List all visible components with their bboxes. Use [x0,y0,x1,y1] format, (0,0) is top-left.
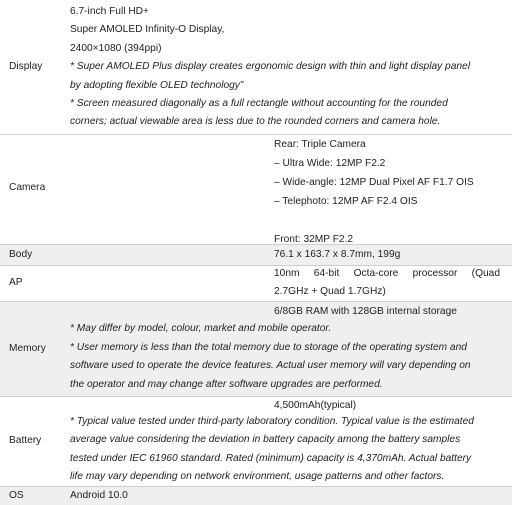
battery-note: life may vary depending on network environment, usage patterns and other factors. [70,471,445,483]
spec-value-camera [274,135,500,249]
spec-value-battery: 4,500mAh(typical) [274,400,357,411]
memory-notes [70,320,496,394]
ap-line: 2.7GHz + Quad 1.7GHz) [274,286,386,297]
spec-label-display: Display [9,61,43,72]
spec-label-os: OS [9,490,24,501]
camera-line: Rear: Triple Camera [274,139,366,150]
spec-label-ap: AP [9,277,23,288]
memory-note: * User memory is less than the total memory due to storage of the operating system and [70,341,467,353]
spec-value-display [70,3,496,132]
spec-label-battery: Battery [9,435,42,446]
spec-label-camera: Camera [9,182,46,193]
camera-line: – Wide-angle: 12MP Dual Pixel AF F1.7 OIS [274,177,474,188]
divider [0,396,512,397]
display-note: corners; actual viewable area is less due to the rounded corners and camera hole. [70,116,441,128]
display-line: 2400×1080 (394ppi) [70,42,162,54]
memory-note: software used to operate the device features. Actual user memory will vary depending on [70,360,471,372]
display-note: by adopting flexible OLED technology” [70,79,244,91]
ap-line: 10nm 64-bit Octa-core processor (Quad [274,268,500,279]
display-note: * Super AMOLED Plus display creates ergonomic design with thin and light display panel [70,61,470,73]
display-note: * Screen measured diagonally as a full rectangle without accounting for the rounded [70,98,448,110]
memory-note: the operator and may change after software upgrades are performed. [70,378,383,390]
spec-value-ap [274,265,500,301]
battery-note: * Typical value tested under third-party laboratory condition. Typical value is the estimated [70,416,474,427]
spec-value-os: Android 10.0 [70,490,128,501]
camera-line: – Ultra Wide: 12MP F2.2 [274,158,386,169]
camera-line: Front: 32MP F2.2 [274,234,354,245]
display-line: 6.7-inch Full HD+ [70,6,149,17]
spec-value-body: 76.1 x 163.7 x 8.7mm, 199g [274,249,401,260]
battery-notes [70,413,496,487]
spec-label-body: Body [9,249,33,260]
camera-line: – Telephoto: 12MP AF F2.4 OIS [274,196,418,207]
battery-note: tested under IEC 61960 standard. Rated (minimum) capacity is 4,370mAh. Actual battery [70,452,472,464]
spec-value-memory: 6/8GB RAM with 128GB internal storage [274,306,457,317]
memory-note: * May differ by model, colour, market and mobile operator. [70,323,332,334]
spec-label-memory: Memory [9,343,46,354]
display-line: Super AMOLED Infinity-O Display, [70,24,225,36]
battery-note: average value considering the deviation in battery capacity among the battery samples [70,434,461,446]
